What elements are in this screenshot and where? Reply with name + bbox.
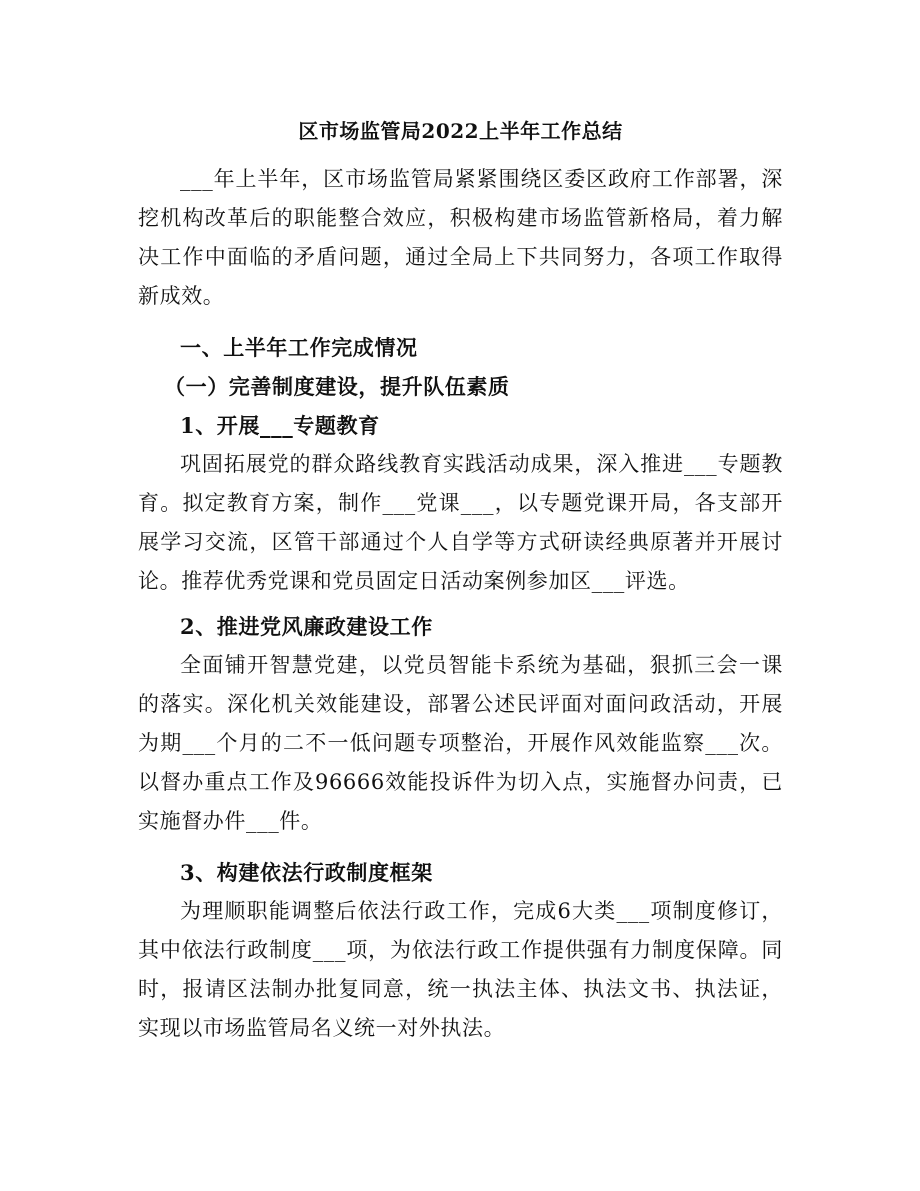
section-heading-1: 一、上半年工作完成情况 xyxy=(180,335,418,360)
item-body-3: 为理顺职能调整后依法行政工作，完成6大类___项制度修订，其中依法行政制度___项，为依法行政工作提供强有力制度保障。同时，报请区法制办批复同意，统一执法主体、执法文书、执法证，实现以市场监管局名义统一对外执法。 xyxy=(138,899,783,1040)
item-body-1: 巩固拓展党的群众路线教育实践活动成果，深入推进___专题教育。拟定教育方案，制作___党课___，以专题党课开局，各支部开展学习交流，区管干部通过个人自学等方式研读经典原著并开展讨论。推荐优秀党课和党员固定日活动案例参加区___评选。 xyxy=(138,452,783,593)
intro-paragraph: ___年上半年，区市场监管局紧紧围绕区委区政府工作部署，深挖机构改革后的职能整合效应，积极构建市场监管新格局，着力解决工作中面临的矛盾问题，通过全局上下共同努力，各项工作取得新成效。 xyxy=(138,167,783,308)
document-content xyxy=(138,118,783,1048)
item-body-2: 全面铺开智慧党建，以党员智能卡系统为基础，狠抓三会一课的落实。深化机关效能建设，部署公述民评面对面问政活动，开展为期___个月的二不一低问题专项整治，开展作风效能监察___次。以督办重点工作及96666效能投诉件为切入点，实施督办问责，已实施督办件___件。 xyxy=(138,653,783,833)
subsection-heading-1: （一）完善制度建设，提升队伍素质 xyxy=(164,374,510,399)
item-heading-1: 1、开展___专题教育 xyxy=(180,413,380,438)
item-heading-3: 3、构建依法行政制度框架 xyxy=(180,860,433,885)
item-heading-2: 2、推进党风廉政建设工作 xyxy=(180,614,433,639)
document-title: 区市场监管局2022上半年工作总结 xyxy=(298,119,623,143)
